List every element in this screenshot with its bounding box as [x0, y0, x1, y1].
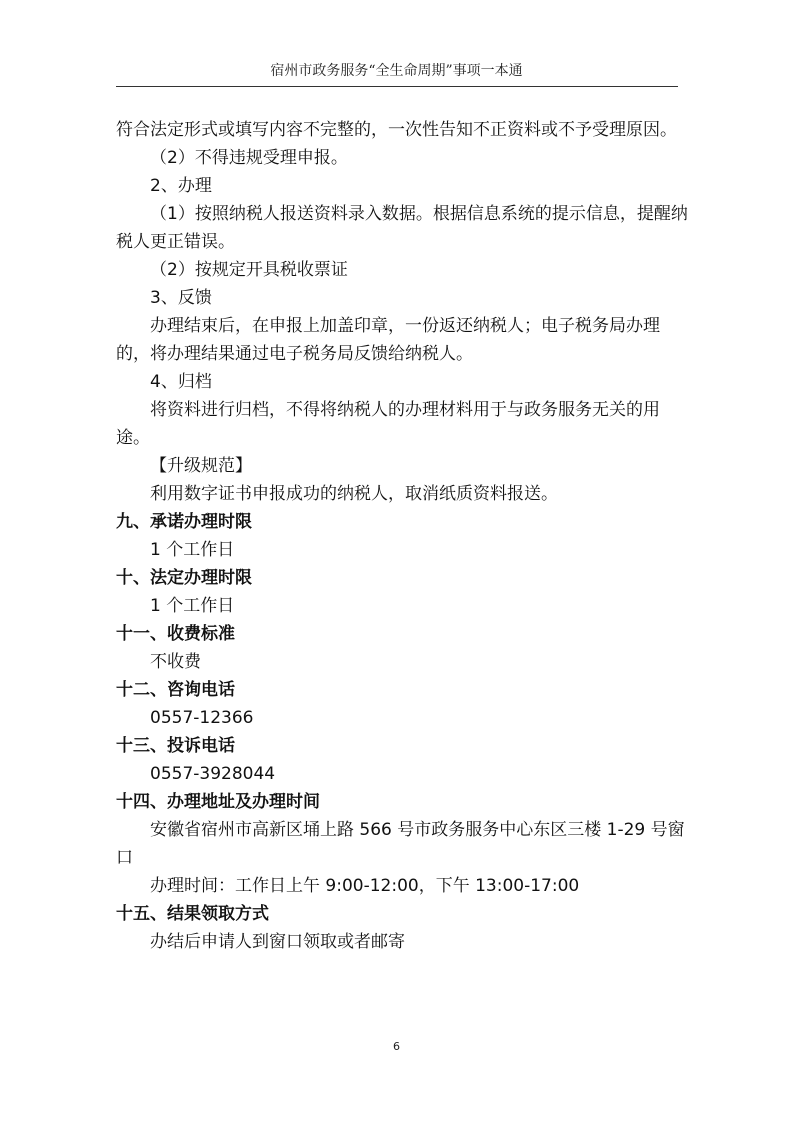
section-13-title: 十三、投诉电话 — [116, 736, 235, 756]
document-body — [116, 116, 691, 956]
section-15-title: 十五、结果领取方式 — [116, 904, 269, 924]
section-9-text: 1 个工作日 — [150, 540, 235, 560]
item-no-violation: （2）不得违规受理申报。 — [150, 148, 348, 168]
upgrade-label: 【升级规范】 — [150, 456, 252, 476]
section-14-hours: 办理时间：工作日上午 9:00-12:00，下午 13:00-17:00 — [150, 876, 580, 896]
section-11-title: 十一、收费标准 — [116, 624, 235, 644]
page-header: 宿州市政务服务“全生命周期”事项一本通 — [270, 63, 523, 79]
step-feedback-heading: 3、反馈 — [150, 288, 212, 308]
section-13-phone: 0557-3928044 — [150, 764, 276, 784]
section-10-title: 十、法定办理时限 — [116, 568, 252, 588]
feedback-paragraph: 办理结束后，在申报上加盖印章，一份返还纳税人；电子税务局办理的，将办理结果通过电子税务局反馈给纳税人。 — [116, 316, 660, 364]
header-divider — [116, 86, 678, 87]
section-14-title: 十四、办理地址及办理时间 — [116, 792, 320, 812]
section-14-address: 安徽省宿州市高新区埇上路 566 号市政务服务中心东区三楼 1-29 号窗口 — [116, 820, 685, 868]
step-archive-heading: 4、归档 — [150, 372, 212, 392]
step-handle-heading: 2、办理 — [150, 176, 212, 196]
section-9-title: 九、承诺办理时限 — [116, 512, 252, 532]
handle-item-2: （2）按规定开具税收票证 — [150, 260, 348, 280]
archive-paragraph: 将资料进行归档，不得将纳税人的办理材料用于与政务服务无关的用途。 — [116, 400, 660, 448]
paragraph-notice: 符合法定形式或填写内容不完整的，一次性告知不正资料或不予受理原因。 — [116, 120, 677, 140]
upgrade-paragraph: 利用数字证书申报成功的纳税人，取消纸质资料报送。 — [150, 484, 558, 504]
section-10-text: 1 个工作日 — [150, 596, 235, 616]
section-12-title: 十二、咨询电话 — [116, 680, 235, 700]
section-11-text: 不收费 — [150, 652, 201, 672]
page-number: 6 — [393, 1040, 400, 1053]
section-15-text: 办结后申请人到窗口领取或者邮寄 — [150, 932, 405, 952]
section-12-phone: 0557-12366 — [150, 708, 254, 728]
handle-item-1: （1）按照纳税人报送资料录入数据。根据信息系统的提示信息，提醒纳税人更正错误。 — [116, 204, 688, 252]
